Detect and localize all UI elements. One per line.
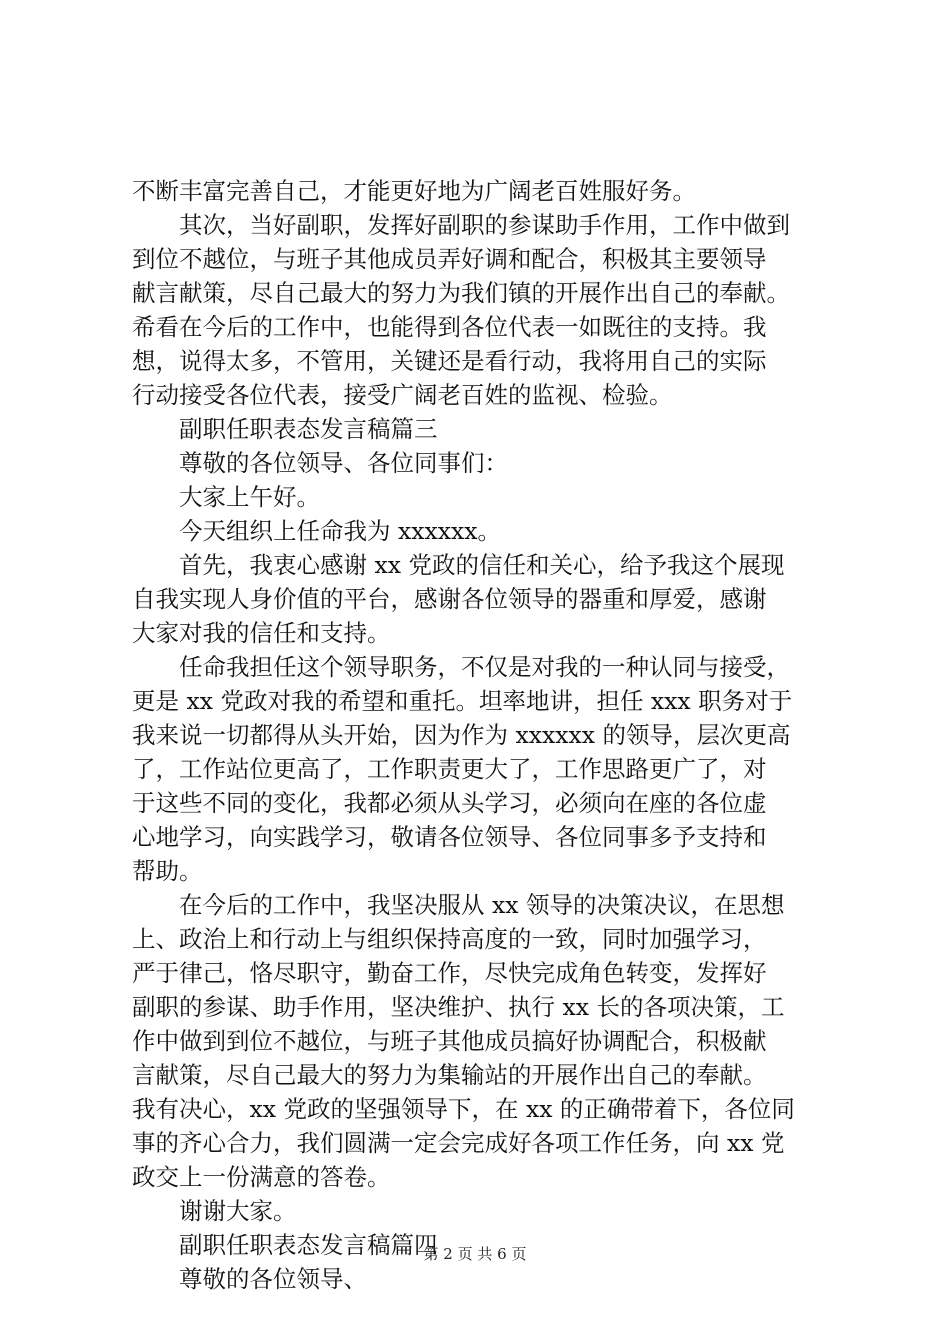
text-line: 谢谢大家。: [179, 1197, 297, 1225]
text-line: 想，说得太多，不管用，关键还是看行动，我将用自己的实际: [132, 347, 767, 375]
text-line: 献言献策，尽自己最大的努力为我们镇的开展作出自己的奉献。: [132, 279, 790, 307]
text-line: 副职的参谋、助手作用，坚决维护、执行 xx 长的各项决策，工: [132, 993, 785, 1021]
text-line: 首先，我衷心感谢 xx 党政的信任和关心，给予我这个展现: [179, 551, 785, 579]
text-line: 其次，当好副职，发挥好副职的参谋助手作用，工作中做到: [179, 211, 790, 239]
text-line: 希看在今后的工作中，也能得到各位代表一如既往的支持。我: [132, 313, 767, 341]
text-line: 副职任职表态发言稿篇三: [179, 415, 438, 443]
text-line: 我来说一切都得从头开始，因为作为 xxxxxx 的领导，层次更高: [132, 721, 791, 749]
text-line: 事的齐心合力，我们圆满一定会完成好各项工作任务，向 xx 党: [132, 1129, 785, 1157]
text-line: 大家对我的信任和支持。: [132, 619, 391, 647]
text-line: 上、政治上和行动上与组织保持高度的一致，同时加强学习，: [132, 925, 767, 953]
text-line: 尊敬的各位领导、各位同事们：: [179, 449, 508, 477]
text-line: 任命我担任这个领导职务，不仅是对我的一种认同与接受，: [179, 653, 790, 681]
text-line: 行动接受各位代表，接受广阔老百姓的监视、检验。: [132, 381, 673, 409]
text-line: 我有决心，xx 党政的坚强领导下，在 xx 的正确带着下，各位同: [132, 1095, 795, 1123]
text-line: 政交上一份满意的答卷。: [132, 1163, 391, 1191]
text-line: 作中做到到位不越位，与班子其他成员搞好协调配合，积极献: [132, 1027, 767, 1055]
page-footer: 第 2 页 共 6 页: [423, 1245, 527, 1263]
text-line: 于这些不同的变化，我都必须从头学习，必须向在座的各位虚: [132, 789, 767, 817]
text-line: 不断丰富完善自己，才能更好地为广阔老百姓服好务。: [132, 177, 696, 205]
text-line: 大家上午好。: [179, 483, 320, 511]
text-line: 严于律己，恪尽职守，勤奋工作，尽快完成角色转变，发挥好: [132, 959, 767, 987]
text-line: 尊敬的各位领导、: [179, 1265, 367, 1293]
text-line: 心地学习，向实践学习，敬请各位领导、各位同事多予支持和: [132, 823, 767, 851]
text-line: 帮助。: [132, 857, 203, 885]
text-line: 了，工作站位更高了，工作职责更大了，工作思路更广了，对: [132, 755, 767, 783]
text-line: 更是 xx 党政对我的希望和重托。坦率地讲，担任 xxx 职务对于: [132, 687, 793, 715]
text-line: 自我实现人身价值的平台，感谢各位领导的器重和厚爱，感谢: [132, 585, 767, 613]
document-body: [132, 174, 832, 1296]
text-line: 今天组织上任命我为 xxxxxx。: [179, 517, 501, 545]
text-line: 言献策，尽自己最大的努力为集输站的开展作出自己的奉献。: [132, 1061, 767, 1089]
text-line: 副职任职表态发言稿篇四: [179, 1231, 438, 1259]
text-line: 在今后的工作中，我坚决服从 xx 领导的决策决议，在思想: [179, 891, 785, 919]
text-line: 到位不越位，与班子其他成员弄好调和配合，积极其主要领导: [132, 245, 767, 273]
